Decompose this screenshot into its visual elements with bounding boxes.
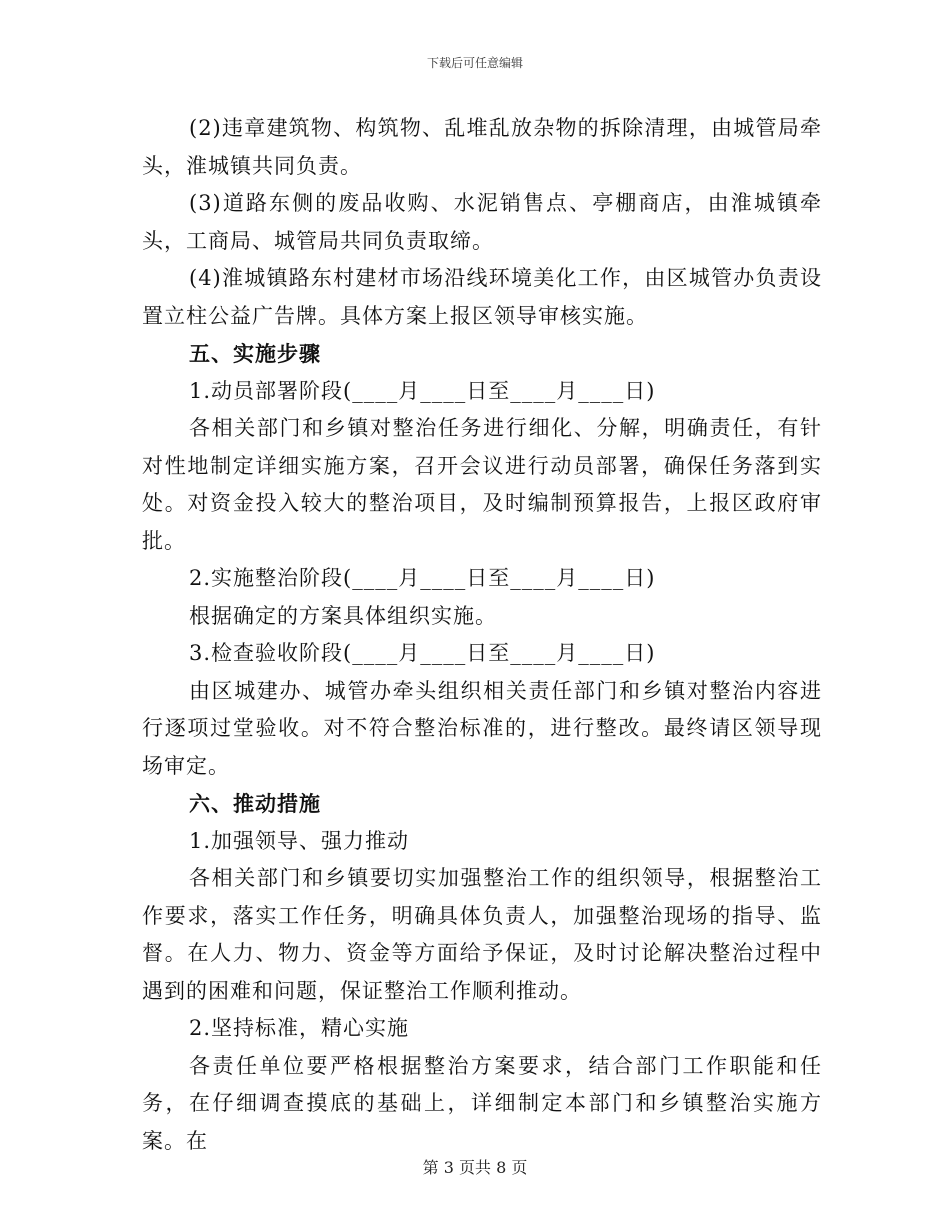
paragraph-item-3: (3)道路东侧的废品收购、水泥销售点、亭棚商店，由淮城镇牵头，工商局、城管局共同负责取缔。 <box>142 191 822 253</box>
page-header: 下载后可任意编辑 <box>426 56 523 70</box>
step-1-title: 1.动员部署阶段(____月____日至____月____日) <box>189 378 656 403</box>
section-heading-6: 六、推动措施 <box>189 791 321 816</box>
measure-2-title: 2.坚持标准，精心实施 <box>189 1016 410 1040</box>
page-footer: 第 3 页共 8 页 <box>422 1158 528 1177</box>
measure-2-body: 各责任单位要严格根据整治方案要求，结合部门工作职能和任务，在仔细调查摸底的基础上，详细制定本部门和乡镇整治实施方案。在 <box>142 1053 822 1153</box>
step-2-title: 2.实施整治阶段(____月____日至____月____日) <box>189 566 656 590</box>
section-heading-5: 五、实施步骤 <box>189 341 321 366</box>
step-2-body: 根据确定的方案具体组织实施。 <box>189 603 497 628</box>
document-body <box>142 110 822 1160</box>
paragraph-item-2: (2)违章建筑物、构筑物、乱堆乱放杂物的拆除清理，由城管局牵头，淮城镇共同负责。 <box>142 116 822 178</box>
step-3-body: 由区城建办、城管办牵头组织相关责任部门和乡镇对整治内容进行逐项过堂验收。对不符合整治标准的，进行整改。最终请区领导现场审定。 <box>142 678 822 778</box>
measure-1-body: 各相关部门和乡镇要切实加强整治工作的组织领导，根据整治工作要求，落实工作任务，明确具体负责人，加强整治现场的指导、监督。在人力、物力、资金等方面给予保证，及时讨论解决整治过程中遇到的困难和问题，保证整治工作顺利推动。 <box>142 866 822 1003</box>
paragraph-item-4: (4)淮城镇路东村建材市场沿线环境美化工作，由区城管办负责设置立柱公益广告牌。具体方案上报区领导审核实施。 <box>142 266 822 328</box>
measure-1-title: 1.加强领导、强力推动 <box>189 828 410 853</box>
step-3-title: 3.检查验收阶段(____月____日至____月____日) <box>189 641 656 665</box>
step-1-body: 各相关部门和乡镇对整治任务进行细化、分解，明确责任，有针对性地制定详细实施方案，召开会议进行动员部署，确保任务落到实处。对资金投入较大的整治项目，及时编制预算报告，上报区政府审批。 <box>142 416 822 553</box>
